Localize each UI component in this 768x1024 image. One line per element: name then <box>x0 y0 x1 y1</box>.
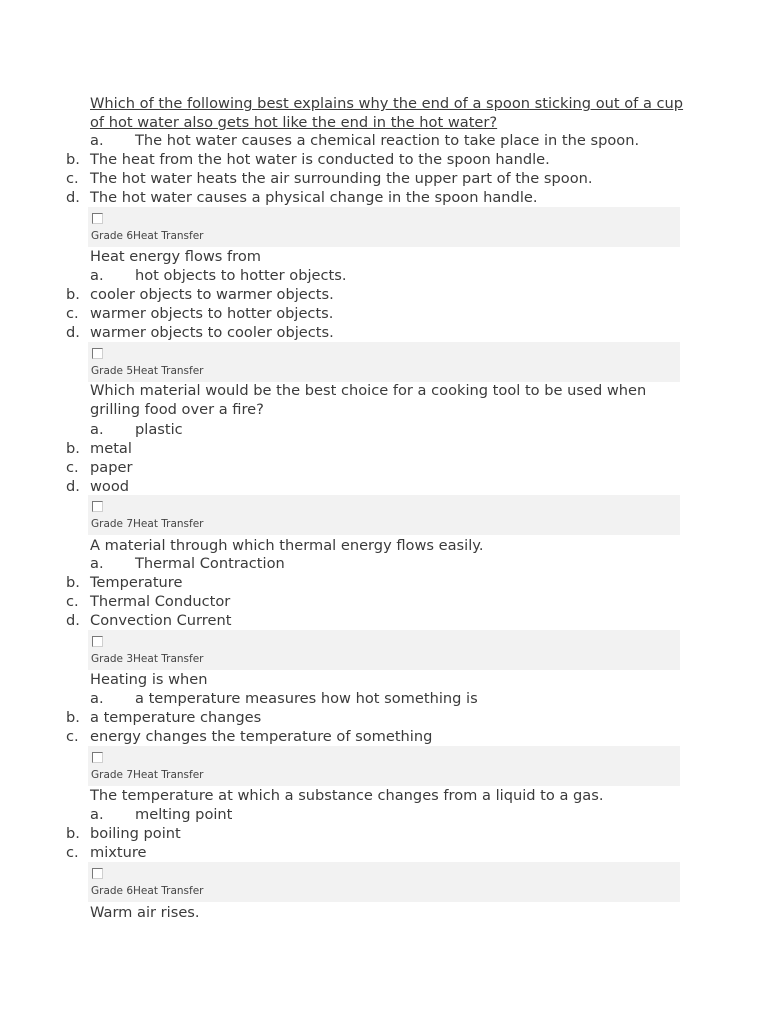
option-b <box>66 708 261 727</box>
option-c <box>66 169 593 188</box>
option-text: cooler objects to warmer objects. <box>90 286 334 303</box>
option-text: mixture <box>90 844 147 861</box>
option-c <box>66 843 147 862</box>
option-letter: d. <box>66 324 80 341</box>
question-text: Which of the following best explains why the end of a spoon sticking out of a cup of hot water also gets hot like the end in the hot water? <box>90 95 684 131</box>
option-c <box>66 727 432 746</box>
option-letter: a. <box>90 267 104 284</box>
option-a <box>90 689 478 708</box>
option-a <box>90 420 183 439</box>
option-d <box>66 188 538 207</box>
question-meta <box>88 495 680 535</box>
option-letter: d. <box>66 189 80 206</box>
option-text: The hot water causes a chemical reaction to take place in the spoon. <box>135 132 640 149</box>
option-c <box>66 304 333 323</box>
option-letter: b. <box>66 825 80 842</box>
option-a <box>90 131 639 150</box>
option-text: warmer objects to cooler objects. <box>90 324 334 341</box>
option-text: boiling point <box>90 825 181 842</box>
option-text: melting point <box>135 806 233 823</box>
checkbox-icon[interactable] <box>92 752 103 763</box>
option-text: The hot water heats the air surrounding the upper part of the spoon. <box>90 170 593 187</box>
option-a <box>90 554 285 573</box>
option-text: Convection Current <box>90 612 232 629</box>
option-d <box>66 611 231 630</box>
question-text: The temperature at which a substance changes from a liquid to a gas. <box>90 787 604 804</box>
option-text: a temperature changes <box>90 709 262 726</box>
grade-tag: Grade 6Heat Transfer <box>91 230 204 242</box>
option-letter: c. <box>66 593 79 610</box>
question-meta <box>88 862 680 902</box>
question-meta <box>88 207 680 247</box>
option-letter: c. <box>66 728 79 745</box>
option-text: a temperature measures how hot something is <box>135 690 478 707</box>
option-letter: a. <box>90 690 104 707</box>
question-text: Warm air rises. <box>90 904 200 921</box>
option-b <box>66 439 132 458</box>
option-text: plastic <box>135 421 183 438</box>
option-letter: b. <box>66 440 80 457</box>
option-text: metal <box>90 440 132 457</box>
option-text: The heat from the hot water is conducted to the spoon handle. <box>90 151 550 168</box>
grade-tag: Grade 6Heat Transfer <box>91 885 204 897</box>
option-d <box>66 323 334 342</box>
option-letter: a. <box>90 555 104 572</box>
option-text: Temperature <box>90 574 183 591</box>
grade-tag: Grade 7Heat Transfer <box>91 518 204 530</box>
question-text: A material through which thermal energy flows easily. <box>90 537 484 554</box>
option-letter: c. <box>66 170 79 187</box>
question-meta <box>88 630 680 670</box>
option-letter: c. <box>66 459 79 476</box>
checkbox-icon[interactable] <box>92 868 103 879</box>
option-text: warmer objects to hotter objects. <box>90 305 334 322</box>
option-text: The hot water causes a physical change in the spoon handle. <box>90 189 538 206</box>
option-b <box>66 824 181 843</box>
grade-tag: Grade 7Heat Transfer <box>91 769 204 781</box>
option-c <box>66 592 230 611</box>
option-b <box>66 285 334 304</box>
question-meta <box>88 342 680 382</box>
question-text: Which material would be the best choice for a cooking tool to be used when grilling food over a fire? <box>90 382 647 418</box>
question-text: Heating is when <box>90 671 208 688</box>
option-letter: b. <box>66 286 80 303</box>
option-text: hot objects to hotter objects. <box>135 267 347 284</box>
option-d <box>66 477 129 496</box>
option-b <box>66 573 182 592</box>
checkbox-icon[interactable] <box>92 213 103 224</box>
option-letter: a. <box>90 132 104 149</box>
checkbox-icon[interactable] <box>92 501 103 512</box>
option-text: paper <box>90 459 133 476</box>
question-text: Heat energy flows from <box>90 248 262 265</box>
option-letter: d. <box>66 612 80 629</box>
checkbox-icon[interactable] <box>92 348 103 359</box>
option-text: Thermal Contraction <box>135 555 285 572</box>
option-text: Thermal Conductor <box>90 593 231 610</box>
option-letter: b. <box>66 151 80 168</box>
grade-tag: Grade 3Heat Transfer <box>91 653 204 665</box>
option-b <box>66 150 550 169</box>
grade-tag: Grade 5Heat Transfer <box>91 365 204 377</box>
option-letter: a. <box>90 806 104 823</box>
option-letter: c. <box>66 844 79 861</box>
option-text: energy changes the temperature of something <box>90 728 433 745</box>
option-c <box>66 458 132 477</box>
option-text: wood <box>90 478 130 495</box>
option-letter: d. <box>66 478 80 495</box>
checkbox-icon[interactable] <box>92 636 103 647</box>
question-meta <box>88 746 680 786</box>
option-a <box>90 805 232 824</box>
option-letter: a. <box>90 421 104 438</box>
option-a <box>90 266 347 285</box>
option-letter: c. <box>66 305 79 322</box>
option-letter: b. <box>66 709 80 726</box>
option-letter: b. <box>66 574 80 591</box>
